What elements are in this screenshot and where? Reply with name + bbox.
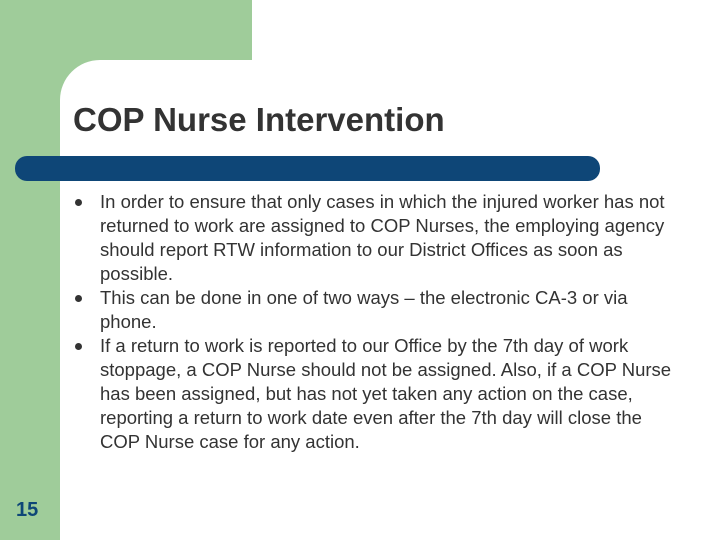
slide-title: COP Nurse Intervention xyxy=(73,101,445,138)
bullet-item xyxy=(72,334,672,454)
bullet-dot-icon xyxy=(75,199,82,206)
bullet-text: This can be done in one of two ways – the electronic CA-3 or via phone. xyxy=(100,287,628,332)
bullet-dot-icon xyxy=(75,343,82,350)
bullet-dot-icon xyxy=(75,295,82,302)
bullet-item xyxy=(72,190,672,286)
bullet-text: If a return to work is reported to our Office by the 7th day of work stoppage, a COP Nurse should not be assigned. Also, if a COP Nurse has been assigned, but has not yet taken any action on the case, reporting a return to work date even after the 7th day will close the COP Nurse case for any action. xyxy=(100,335,672,452)
slide-number: 15 xyxy=(16,499,39,521)
bullet-text: In order to ensure that only cases in which the injured worker has not returned to work are assigned to COP Nurses, the employing agency should report RTW information to our District Offices as soon as possible. xyxy=(100,191,665,284)
decorative-green-bar-left xyxy=(0,0,60,540)
bullet-item xyxy=(72,286,672,334)
title-underline-bar xyxy=(15,156,600,181)
slide-body xyxy=(72,190,672,454)
bullet-list xyxy=(72,190,672,454)
